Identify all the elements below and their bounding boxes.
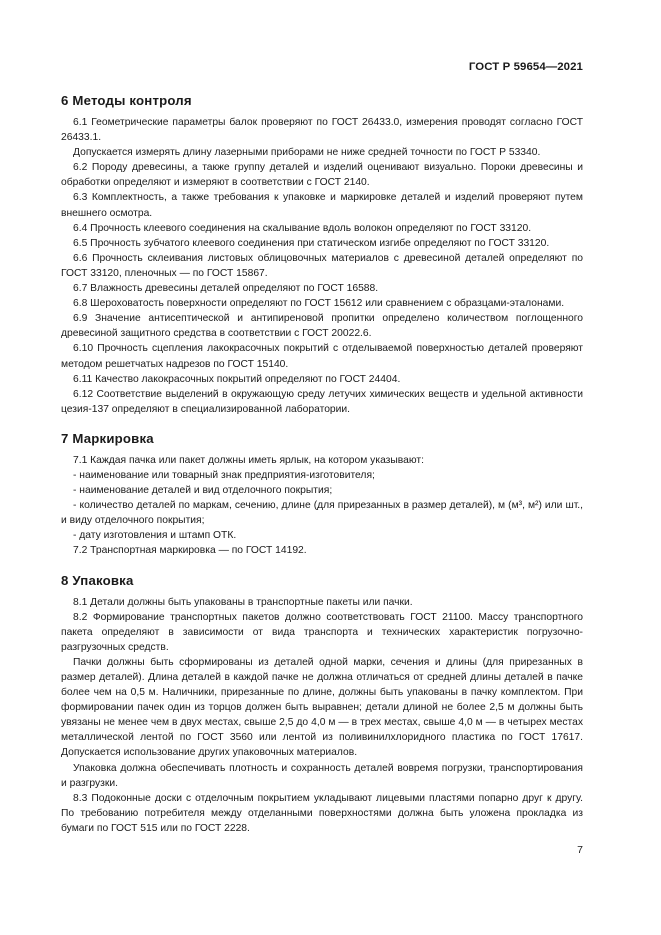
paragraph-6-8: 6.8 Шероховатость поверхности определяют по ГОСТ 15612 или сравнением с образцами-эталонами. xyxy=(73,298,565,310)
paragraph-6-6: 6.6 Прочность склеивания листовых облицовочных материалов с древесиной деталей определяют по ГОСТ 33120, пленочных — по ГОСТ 15867. xyxy=(61,252,583,279)
page-number: 7 xyxy=(577,844,583,856)
paragraph-8-3: 8.3 Подоконные доски с отделочным покрытием укладывают лицевыми пластями попарно друг к другу. По требованию потребителя между отделанными поверхностями должна быть уложена прокладка из бумаги по ГОСТ 515 или по ГОСТ 2228. xyxy=(61,792,583,834)
paragraph-8-1: 8.1 Детали должны быть упакованы в транспортные пакеты или пачки. xyxy=(73,596,413,608)
paragraph-6-1: 6.1 Геометрические параметры балок проверяют по ГОСТ 26433.0, измерения проводят согласно ГОСТ 26433.1. xyxy=(61,117,583,144)
paragraph-6-7: 6.7 Влажность древесины деталей определяют по ГОСТ 16588. xyxy=(73,283,379,295)
list-item-manufacturer: - наименование или товарный знак предприятия-изготовителя; xyxy=(73,469,375,481)
paragraph-8-2-packaging: Упаковка должна обеспечивать плотность и сохранность деталей вовремя погрузки, транспортирования и разгрузки. xyxy=(61,762,583,789)
document-body xyxy=(61,93,583,836)
paragraph-6-4: 6.4 Прочность клеевого соединения на скалывание вдоль волокон определяют по ГОСТ 33120. xyxy=(73,222,532,234)
paragraph-8-2-bundles: Пачки должны быть сформированы из деталей одной марки, сечения и длины (для прирезанных в размер деталей). Длина деталей в каждой пачке не должна отличаться от средней длины деталей в пачке более чем на 0,5 м. Наличники, прирезанные по длине, должны быть упакованы в пачку комплектом. При формировании пачек один из торцов должен быть выравнен; детали длиной не более 2,5 м должны быть увязаны не менее чем в двух местах, свыше 2,5 до 4,0 м — в трех местах, свыше 4,0 м — в четырех местах металлической лентой по ГОСТ 3560 или лентой из поливинилхлоридного пластика по ГОСТ 17617. Допускается использование других упаковочных материалов. xyxy=(61,656,583,759)
document-id-header: ГОСТ Р 59654—2021 xyxy=(468,61,583,73)
paragraph-6-9: 6.9 Значение антисептической и антипиреновой пропитки определено количеством поглощенного древесиной защитного средства в соответствии с ГОСТ 20022.6. xyxy=(61,313,583,340)
paragraph-6-5: 6.5 Прочность зубчатого клеевого соединения при статическом изгибе определяют по ГОСТ 33120. xyxy=(73,237,550,249)
paragraph-7-1: 7.1 Каждая пачка или пакет должны иметь ярлык, на котором указывают: xyxy=(73,454,424,466)
paragraph-6-2: 6.2 Породу древесины, а также группу деталей и изделий оценивают визуально. Пороки древесины и обработки определяют и измеряют в соответствии с ГОСТ 2140. xyxy=(61,162,583,189)
section-heading-8: 8 Упаковка xyxy=(61,572,134,588)
paragraph-6-1-note: Допускается измерять длину лазерными приборами не ниже средней точности по ГОСТ Р 53340. xyxy=(73,147,541,159)
paragraph-8-2: 8.2 Формирование транспортных пакетов должно соответствовать ГОСТ 21100. Массу транспортного пакета определяют в зависимости от вида транспорта и технических характеристик погрузочно-разгрузочных средств. xyxy=(61,611,583,653)
list-item-quantity: - количество деталей по маркам, сечению, длине (для прирезанных в размер деталей), м (м³, м²) или шт., и виду отделочного покрытия; xyxy=(61,500,583,527)
paragraph-6-11: 6.11 Качество лакокрасочных покрытий определяют по ГОСТ 24404. xyxy=(73,373,401,385)
paragraph-6-12: 6.12 Соответствие выделений в окружающую среду летучих химических веществ и удельной активности цезия-137 определяют в специализированной лаборатории. xyxy=(61,388,583,415)
list-item-date-stamp: - дату изготовления и штамп ОТК. xyxy=(73,530,237,542)
section-heading-7: 7 Маркировка xyxy=(61,430,154,446)
section-heading-6: 6 Методы контроля xyxy=(61,93,192,108)
paragraph-7-2: 7.2 Транспортная маркировка — по ГОСТ 14192. xyxy=(73,545,307,557)
paragraph-6-10: 6.10 Прочность сцепления лакокрасочных покрытий с отделываемой поверхностью деталей проверяют методом решетчатых надрезов по ГОСТ 15140. xyxy=(61,343,583,370)
paragraph-6-3: 6.3 Комплектность, а также требования к упаковке и маркировке деталей и изделий проверяют путем внешнего осмотра. xyxy=(61,192,583,219)
list-item-part-name: - наименование деталей и вид отделочного покрытия; xyxy=(73,485,333,497)
